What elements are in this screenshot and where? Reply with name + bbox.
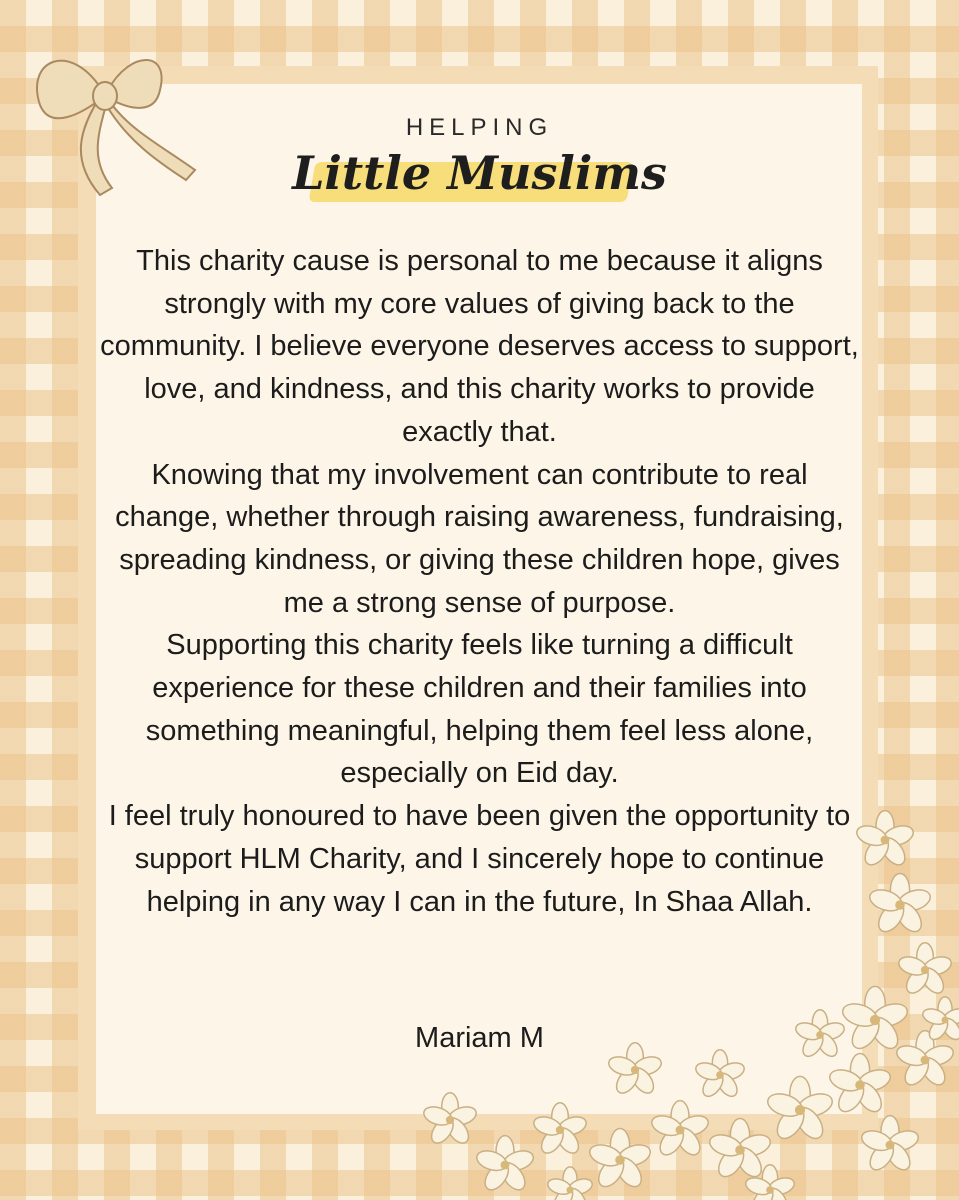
flower-icon	[765, 1076, 835, 1143]
flower-icon	[854, 811, 915, 869]
header-kicker: HELPING	[405, 114, 554, 141]
flower-icon	[649, 1101, 710, 1159]
flower-icon	[694, 1050, 747, 1100]
flower-icon	[546, 1167, 594, 1200]
flower-icon	[474, 1136, 535, 1194]
signature: Mariam M	[415, 1022, 544, 1054]
flower-icon	[587, 1129, 653, 1192]
message-paragraph: This charity cause is personal to me because it aligns strongly with my core values of giving back to the community. I believe everyone deserves access to support, love, and kindness, and this charity works to provide exactly that.	[100, 245, 859, 448]
flower-icon	[840, 986, 910, 1053]
flower-icon	[827, 1054, 893, 1117]
flower-cluster-icon	[420, 810, 959, 1200]
message-paragraph: Supporting this charity feels like turning a difficult experience for these children and their families into something meaningful, helping them feel less alone, especially on Eid day.	[145, 629, 814, 790]
flower-icon	[894, 1031, 955, 1089]
message-paragraph: Knowing that my involvement can contribute to real change, whether through raising awareness, fundraising, spreading kindness, or giving these children hope, gives me a strong sense of purpose.	[115, 458, 844, 619]
flower-icon	[859, 1116, 920, 1174]
page-title: Little Muslims	[292, 146, 667, 200]
flower-icon	[531, 1103, 588, 1157]
flower-icon	[606, 1043, 663, 1097]
flower-icon	[421, 1093, 478, 1147]
message-paragraph: I feel truly honoured to have been given the opportunity to support HLM Charity, and I sincerely hope to continue helping in any way I can in the future, In Shaa Allah.	[108, 800, 851, 918]
flower-icon	[794, 1010, 847, 1060]
flower-icon	[896, 943, 953, 997]
flower-icon	[867, 874, 933, 937]
